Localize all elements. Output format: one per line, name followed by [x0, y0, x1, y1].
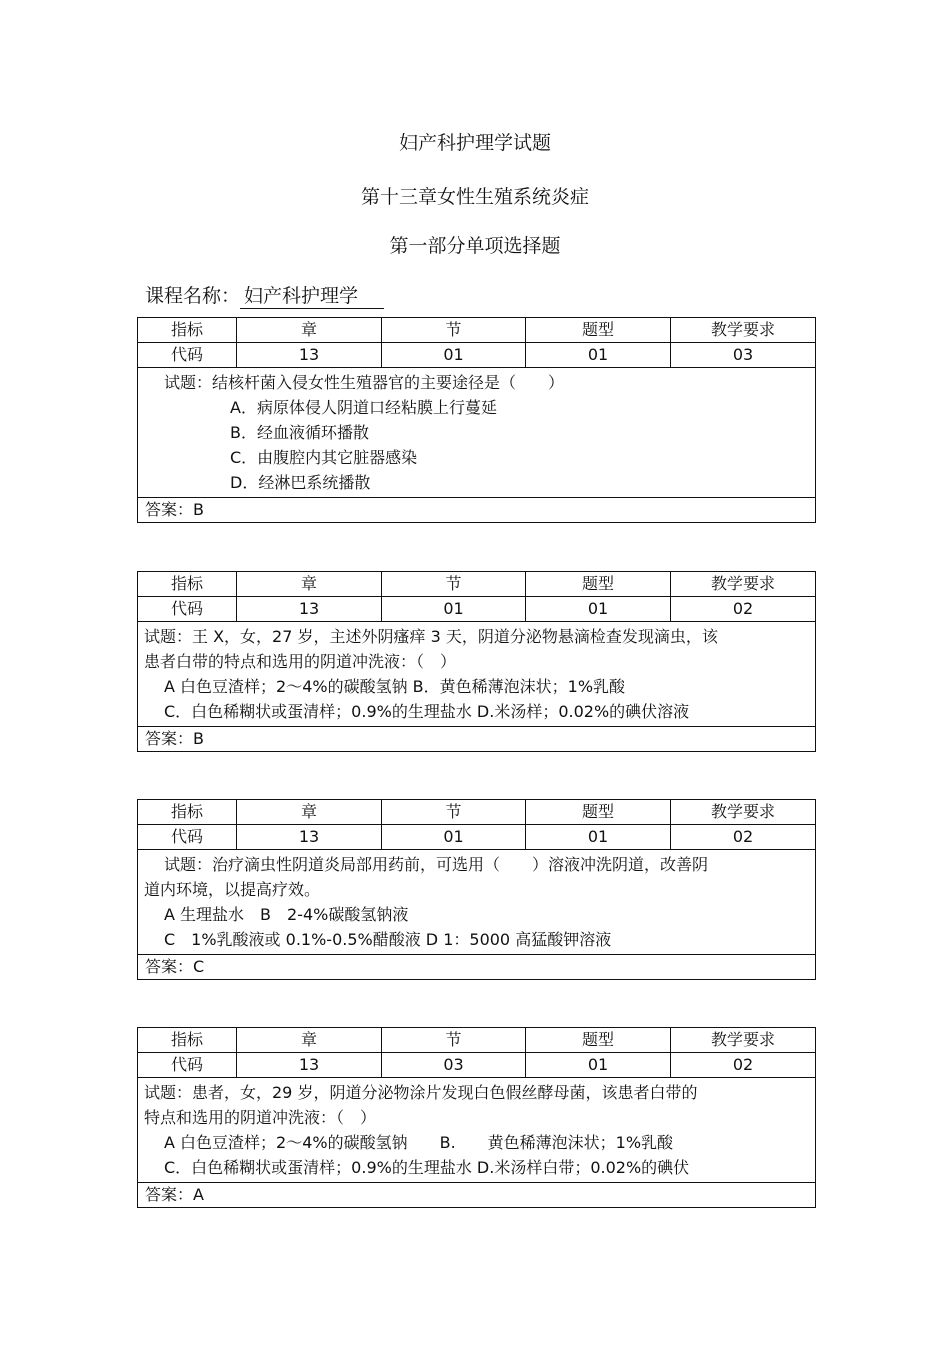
question-stem-cont: 特点和选用的阴道冲洗液：（ ） — [144, 1108, 377, 1127]
document-title: 妇产科护理学试题 — [398, 132, 551, 154]
code-cell: 01 — [526, 343, 671, 368]
code-cell: 01 — [526, 597, 671, 622]
answer-cell: 答案：B — [138, 498, 816, 523]
header-cell: 章 — [237, 318, 382, 343]
header-cell: 题型 — [526, 318, 671, 343]
code-cell: 代码 — [138, 597, 237, 622]
options-cd: C．白色稀糊状或蛋清样；0.9%的生理盐水 D.米汤样白带；0.02%的碘伏 — [164, 1158, 690, 1177]
header-cell: 节 — [382, 572, 526, 597]
answer-row — [138, 498, 816, 523]
question-body — [138, 1078, 816, 1183]
code-cell: 01 — [382, 343, 526, 368]
section-title: 第一部分单项选择题 — [389, 235, 561, 257]
code-cell: 代码 — [138, 343, 237, 368]
header-cell: 章 — [237, 800, 382, 825]
options-cd: C．白色稀糊状或蛋清样；0.9%的生理盐水 D.米汤样；0.02%的碘伏溶液 — [164, 702, 690, 721]
options-ab: A 白色豆渣样；2～4%的碳酸氢钠 B. 黄色稀薄泡沫状；1%乳酸 — [164, 1133, 674, 1152]
question-stem-cont: 患者白带的特点和选用的阴道冲洗液：（ ） — [144, 652, 457, 671]
code-cell: 01 — [526, 825, 671, 850]
header-cell: 题型 — [526, 800, 671, 825]
question-stem: 试题：王 X，女，27 岁，主述外阴瘙痒 3 天，阴道分泌物悬滴检查发现滴虫，该 — [144, 627, 718, 646]
question-stem-cont: 道内环境，以提高疗效。 — [144, 880, 321, 899]
answer-cell: 答案：B — [138, 727, 816, 752]
code-cell: 02 — [671, 825, 816, 850]
header-cell: 指标 — [138, 572, 237, 597]
header-cell: 指标 — [138, 800, 237, 825]
option-b: B．经血液循环播散 — [230, 423, 369, 442]
question-body — [138, 368, 816, 498]
header-cell: 节 — [382, 1028, 526, 1053]
question-stem: 试题：患者，女，29 岁，阴道分泌物涂片发现白色假丝酵母菌，该患者白带的 — [144, 1083, 698, 1102]
code-cell: 代码 — [138, 825, 237, 850]
code-cell: 02 — [671, 1053, 816, 1078]
question-stem: 试题：结核杆菌入侵女性生殖器官的主要途径是（ ） — [164, 373, 565, 392]
header-cell: 节 — [382, 318, 526, 343]
header-row — [138, 318, 816, 343]
header-cell: 章 — [237, 572, 382, 597]
code-row — [138, 825, 816, 850]
question-table-1 — [137, 317, 816, 523]
header-cell: 章 — [237, 1028, 382, 1053]
question-table-2 — [137, 571, 816, 752]
code-cell: 代码 — [138, 1053, 237, 1078]
question-body — [138, 622, 816, 727]
code-row — [138, 597, 816, 622]
question-table-4 — [137, 1027, 816, 1208]
code-cell: 02 — [671, 597, 816, 622]
code-cell: 03 — [671, 343, 816, 368]
code-row — [138, 343, 816, 368]
course-name — [145, 281, 384, 309]
chapter-title: 第十三章女性生殖系统炎症 — [360, 186, 589, 208]
header-cell: 教学要求 — [671, 572, 816, 597]
code-cell: 01 — [382, 825, 526, 850]
header-row — [138, 572, 816, 597]
answer-cell: 答案：C — [138, 955, 816, 980]
options-cd: C 1%乳酸液或 0.1%-0.5%醋酸液 D 1：5000 高猛酸钾溶液 — [164, 930, 612, 949]
code-cell: 13 — [237, 825, 382, 850]
option-d: D．经淋巴系统播散 — [230, 473, 371, 492]
header-cell: 指标 — [138, 1028, 237, 1053]
code-cell: 01 — [526, 1053, 671, 1078]
header-cell: 题型 — [526, 1028, 671, 1053]
header-cell: 指标 — [138, 318, 237, 343]
code-row — [138, 1053, 816, 1078]
answer-row — [138, 727, 816, 752]
question-row — [138, 1078, 816, 1183]
question-row — [138, 850, 816, 955]
header-cell: 节 — [382, 800, 526, 825]
answer-row — [138, 955, 816, 980]
course-label: 课程名称： — [145, 285, 241, 307]
header-cell: 教学要求 — [671, 800, 816, 825]
options-ab: A 生理盐水 B 2-4%碳酸氢钠液 — [164, 905, 409, 924]
question-row — [138, 622, 816, 727]
answer-row — [138, 1183, 816, 1208]
question-body — [138, 850, 816, 955]
code-cell: 13 — [237, 597, 382, 622]
question-row — [138, 368, 816, 498]
option-a: A．病原体侵人阴道口经粘膜上行蔓延 — [230, 398, 497, 417]
header-cell: 教学要求 — [671, 318, 816, 343]
header-row — [138, 1028, 816, 1053]
code-cell: 01 — [382, 597, 526, 622]
code-cell: 13 — [237, 343, 382, 368]
code-cell: 13 — [237, 1053, 382, 1078]
header-cell: 教学要求 — [671, 1028, 816, 1053]
option-c: C．由腹腔内其它脏器感染 — [230, 448, 418, 467]
code-cell: 03 — [382, 1053, 526, 1078]
answer-cell: 答案：A — [138, 1183, 816, 1208]
question-table-3 — [137, 799, 816, 980]
course-value: 妇产科护理学 — [240, 281, 384, 309]
header-row — [138, 800, 816, 825]
options-ab: A 白色豆渣样；2～4%的碳酸氢钠 B．黄色稀薄泡沫状；1%乳酸 — [164, 677, 626, 696]
header-cell: 题型 — [526, 572, 671, 597]
question-stem: 试题：治疗滴虫性阴道炎局部用药前，可选用（ ）溶液冲洗阴道，改善阴 — [164, 855, 709, 874]
